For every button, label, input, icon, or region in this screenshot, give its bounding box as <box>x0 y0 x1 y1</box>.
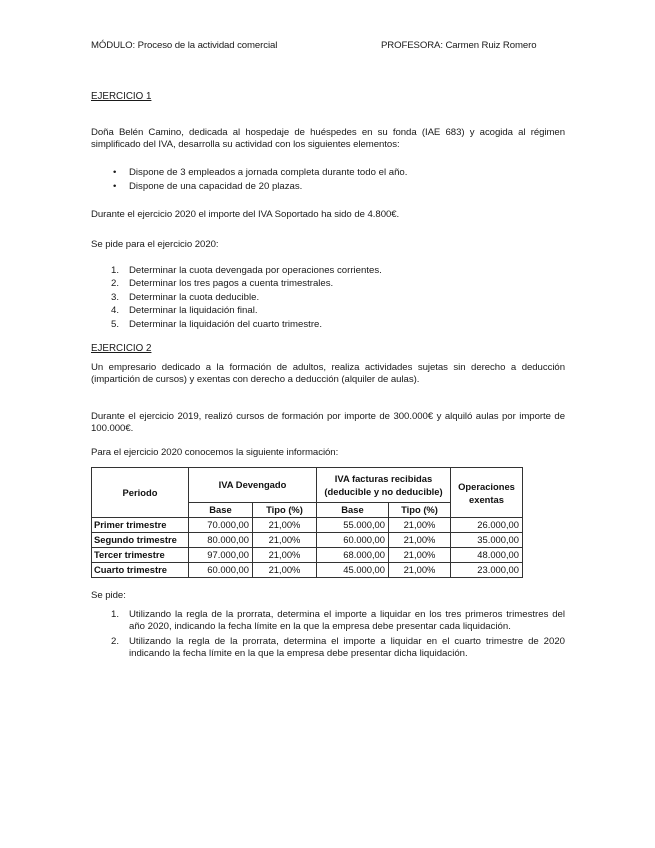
task-item: 2. Utilizando la regla de la prorrata, determina el importe a liquidar en el cuarto trimestre de 2020 indicando la fecha límite en la que la empresa debe presentar dicha liquidación. <box>111 635 565 659</box>
bullet-icon: • <box>113 167 117 178</box>
exercise1-statement: Durante el ejercicio 2020 el importe del IVA Soportado ha sido de 4.800€. <box>91 209 400 220</box>
exercise2-title: EJERCICIO 2 <box>91 343 152 354</box>
quarterly-data-table <box>91 467 523 578</box>
exercise2-intro: Un empresario dedicado a la formación de adultos, realiza actividades sujetas sin derecho a deducción (impartición de cursos) y exentas con derecho a deducción (alquiler de aulas). <box>91 362 565 386</box>
teacher-header: PROFESORA: Carmen Ruiz Romero <box>381 40 537 51</box>
task-item: 2. Determinar los tres pagos a cuenta trimestrales. <box>111 278 334 290</box>
col-header-fac-base: Base <box>317 503 389 518</box>
exercise2-ask: Se pide: <box>91 590 126 601</box>
table-row: Cuarto trimestre 60.000,00 21,00% 45.000,00 21,00% 23.000,00 <box>92 563 523 578</box>
table-row: Tercer trimestre 97.000,00 21,00% 68.000,00 21,00% 48.000,00 <box>92 548 523 563</box>
col-header-fac-tipo: Tipo (%) <box>389 503 451 518</box>
exercise2-statement: Durante el ejercicio 2019, realizó cursos de formación por importe de 300.000€ y alquiló aulas por importe de 100.000€. <box>91 411 565 435</box>
exercise2-info-intro: Para el ejercicio 2020 conocemos la siguiente información: <box>91 447 339 458</box>
task-item: 1. Utilizando la regla de la prorrata, determina el importe a liquidar en los tres primeros trimestres del año 2020, indicando la fecha límite en la que la empresa debe presentar cada liquidación. <box>111 609 565 633</box>
task-item: 1. Determinar la cuota devengada por operaciones corrientes. <box>111 265 382 276</box>
exercise1-task-list <box>91 264 565 331</box>
exercise1-ask: Se pide para el ejercicio 2020: <box>91 239 219 250</box>
task-item: 4. Determinar la liquidación final. <box>111 305 258 317</box>
exercise2-task-list <box>91 609 565 662</box>
bullet-item: • Dispone de 3 empleados a jornada completa durante todo el año. <box>113 167 408 178</box>
bullet-icon: • <box>113 180 117 192</box>
col-header-operaciones-exentas: Operaciones exentas <box>451 468 523 518</box>
task-item: 3. Determinar la cuota deducible. <box>111 291 260 303</box>
table-row: Primer trimestre 70.000,00 21,00% 55.000,00 21,00% 26.000,00 <box>92 518 523 533</box>
exercise1-bullet-list <box>91 166 561 193</box>
col-header-iva-devengado: IVA Devengado <box>189 468 317 503</box>
task-item: 5. Determinar la liquidación del cuarto trimestre. <box>111 318 323 330</box>
module-header: MÓDULO: Proceso de la actividad comercial <box>91 40 278 51</box>
col-header-iva-facturas: IVA facturas recibidas (deducible y no deducible) <box>317 468 451 503</box>
col-header-periodo: Periodo <box>92 468 189 518</box>
col-header-dev-base: Base <box>189 503 253 518</box>
bullet-item: • Dispone de una capacidad de 20 plazas. <box>113 180 303 192</box>
col-header-dev-tipo: Tipo (%) <box>253 503 317 518</box>
table-row: Segundo trimestre 80.000,00 21,00% 60.000,00 21,00% 35.000,00 <box>92 533 523 548</box>
exercise1-intro: Doña Belén Camino, dedicada al hospedaje de huéspedes en su fonda (IAE 683) y acogida al régimen simplificado del IVA, desarrolla su actividad con los siguientes elementos: <box>91 127 565 151</box>
exercise1-title: EJERCICIO 1 <box>91 91 152 102</box>
